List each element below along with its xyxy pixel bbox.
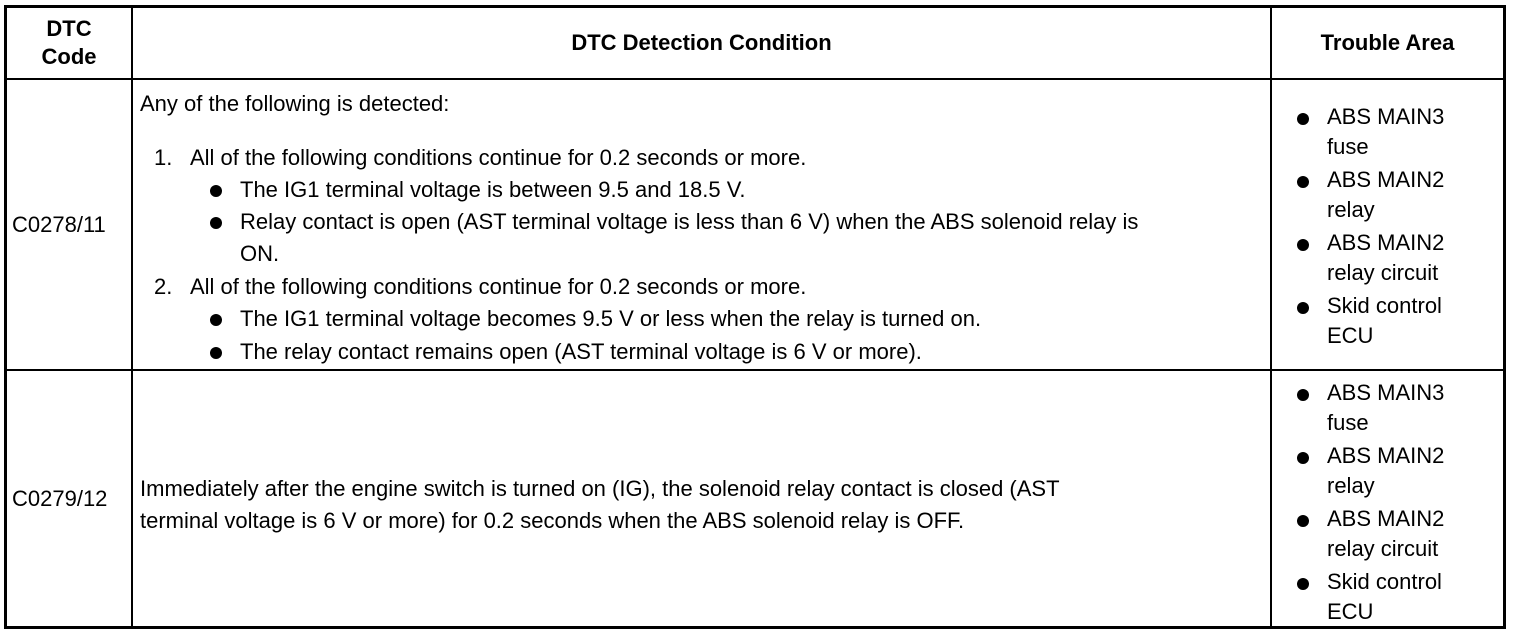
condition-intro: Any of the following is detected: (140, 91, 450, 116)
trouble-area-item: ABS MAIN2 (1327, 167, 1445, 192)
trouble-area-item: ECU (1327, 599, 1374, 624)
header-dtc-code-line2: Code (41, 44, 97, 69)
column-divider (131, 8, 133, 626)
row-divider (7, 78, 1503, 80)
trouble-area-item: ABS MAIN2 (1327, 443, 1445, 468)
condition-number-2: 2. (154, 274, 173, 299)
trouble-area-item: ABS MAIN3 (1327, 380, 1445, 405)
trouble-area-item: ABS MAIN2 (1327, 506, 1445, 531)
trouble-area-item: ABS MAIN2 (1327, 230, 1445, 255)
trouble-area-item: relay (1327, 197, 1375, 222)
dtc-table (4, 5, 1506, 629)
trouble-area-item: fuse (1327, 410, 1369, 435)
column-divider (1270, 8, 1272, 626)
trouble-area-item: ECU (1327, 323, 1374, 348)
row-divider (7, 369, 1503, 371)
dtc-code-c0279: C0279/12 (12, 485, 108, 511)
bullet-icon (1297, 113, 1309, 125)
bullet-icon (210, 217, 222, 229)
condition-item-2: All of the following conditions continue for 0.2 seconds or more. (190, 274, 807, 299)
trouble-area-item: relay circuit (1327, 536, 1439, 561)
bullet-icon (1297, 515, 1309, 527)
condition-bullet-text: The IG1 terminal voltage is between 9.5 and 18.5 V. (240, 177, 746, 202)
condition-bullet-text: The relay contact remains open (AST terminal voltage is 6 V or more). (240, 339, 922, 364)
condition-bullet-text: The IG1 terminal voltage becomes 9.5 V or less when the relay is turned on. (240, 306, 982, 331)
header-dtc-code-line1: DTC (46, 16, 92, 41)
bullet-icon (210, 314, 222, 326)
condition-item-1: All of the following conditions continue for 0.2 seconds or more. (190, 145, 807, 170)
trouble-area-item: relay (1327, 473, 1375, 498)
header-detection-condition: DTC Detection Condition (571, 30, 832, 55)
trouble-area-item: fuse (1327, 134, 1369, 159)
dtc-code-c0278: C0278/11 (12, 211, 106, 237)
trouble-area-item: ABS MAIN3 (1327, 104, 1445, 129)
header-dtc-code (7, 8, 131, 78)
trouble-area-item: Skid control (1327, 569, 1442, 594)
bullet-icon (1297, 389, 1309, 401)
header-trouble-area: Trouble Area (1320, 30, 1455, 55)
condition-text: terminal voltage is 6 V or more) for 0.2 seconds when the ABS solenoid relay is OFF. (140, 508, 965, 533)
condition-bullet-text: ON. (240, 241, 280, 266)
condition-number-1: 1. (154, 145, 173, 170)
condition-text: Immediately after the engine switch is turned on (IG), the solenoid relay contact is closed (AST (140, 476, 1060, 501)
bullet-icon (1297, 176, 1309, 188)
bullet-icon (210, 347, 222, 359)
trouble-area-item: relay circuit (1327, 260, 1439, 285)
bullet-icon (1297, 239, 1309, 251)
bullet-icon (1297, 452, 1309, 464)
bullet-icon (210, 185, 222, 197)
bullet-icon (1297, 302, 1309, 314)
condition-bullet-text: Relay contact is open (AST terminal voltage is less than 6 V) when the ABS solenoid relay is (240, 209, 1139, 234)
bullet-icon (1297, 578, 1309, 590)
trouble-area-item: Skid control (1327, 293, 1442, 318)
